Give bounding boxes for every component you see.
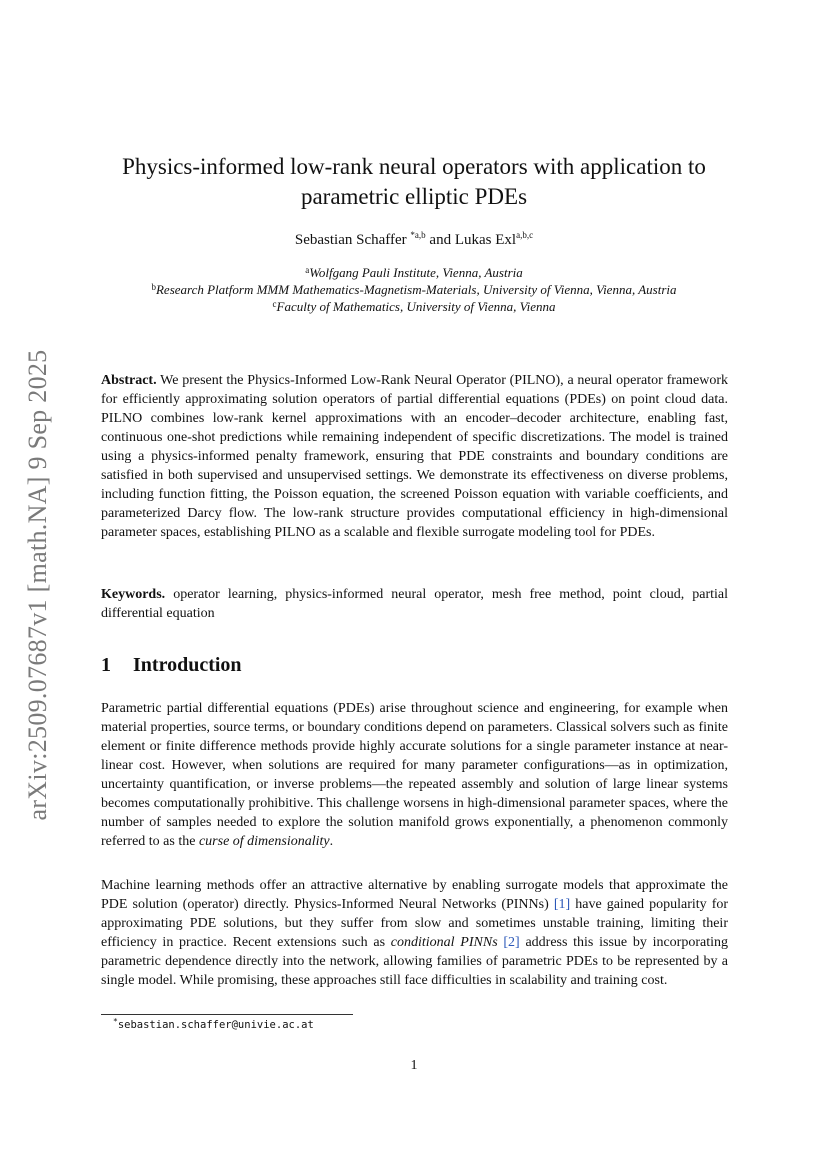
affiliation-c [90, 298, 738, 315]
emphasis-text: curse of dimensionality [198, 834, 330, 849]
intro-paragraph-2 [101, 876, 728, 990]
title-line-2: parametric elliptic PDEs [300, 184, 528, 209]
keywords-text: operator learning, physics-informed neural operator, mesh free method, point cloud, partial differential equation [101, 587, 728, 621]
affiliation-mark: c [272, 299, 277, 309]
section-heading [101, 654, 242, 677]
section-title: Introduction [133, 654, 242, 676]
affiliation-a [90, 264, 738, 281]
citation-link[interactable]: [2] [503, 935, 520, 950]
author-marks: a,b,c [516, 230, 534, 240]
paragraph-text: . [329, 834, 334, 849]
author-name: Sebastian Schaffer [294, 232, 407, 248]
author-name: Lukas Exl [454, 232, 517, 248]
footnote [113, 1019, 314, 1031]
paragraph-text: address this issue by incorporating parametric dependence directly into the network, allowing families of parametric PDEs to be represented by a single model. While promising, these approaches still face difficulties in scalability and training cost. [101, 935, 728, 988]
title-line-1: Physics-informed low-rank neural operators with application to [122, 154, 706, 179]
affiliation-text: Research Platform MMM Mathematics-Magnetism-Materials, University of Vienna, Vienna, Austria [155, 282, 677, 297]
affiliation-text: Faculty of Mathematics, University of Vienna, Vienna [276, 299, 556, 314]
footnote-mark: * [113, 1017, 118, 1026]
affiliation-text: Wolfgang Pauli Institute, Vienna, Austria [309, 265, 523, 280]
affiliation-mark: a [305, 265, 310, 275]
page-number: 1 [410, 1058, 418, 1073]
author-marks: *a,b [410, 230, 426, 240]
author-conjunction: and [429, 232, 452, 248]
intro-paragraph-1 [101, 699, 728, 851]
paper-title [90, 152, 738, 212]
affiliations [90, 264, 738, 315]
section-number: 1 [101, 654, 111, 676]
emphasis-text: conditional PINNs [390, 935, 498, 950]
keywords-label: Keywords. [101, 587, 166, 602]
affiliation-mark: b [151, 282, 156, 292]
arxiv-identifier: arXiv:2509.07687v1 [math.NA] 9 Sep 2025 [23, 349, 52, 821]
keywords [101, 585, 728, 623]
citation-link[interactable]: [1] [553, 897, 571, 912]
abstract-label: Abstract. [101, 373, 157, 388]
paragraph-text: have gained popularity for approximating PDE solutions, but they suffer from slow and sometimes unstable training, limiting their efficiency in practice. Recent extensions such as [101, 897, 729, 950]
author-list [90, 232, 738, 249]
affiliation-b [90, 281, 738, 298]
abstract-text: We present the Physics-Informed Low-Rank Neural Operator (PILNO), a neural operator framework for efficiently approximating solution operators of partial differential equations (PDEs) on point cloud data. PILNO combines low-rank kernel approximations with an encoder–decoder architecture, enabling fast, continuous one-shot predictions while remaining independent of specific discretizations. The model is trained using a physics-informed penalty framework, ensuring that PDE constraints and boundary conditions are satisfied in both supervised and unsupervised settings. We demonstrate its effectiveness on diverse problems, including function fitting, the Poisson equation, the screened Poisson equation with variable coefficients, and parameterized Darcy flow. The low-rank structure provides computational efficiency in high-dimensional parameter spaces, establishing PILNO as a scalable and flexible surrogate modeling tool for PDEs. [101, 373, 729, 540]
paragraph-text: Machine learning methods offer an attractive alternative by enabling surrogate models that approximate the PDE solution (operator) directly. Physics-Informed Neural Networks (PINNs) [101, 878, 728, 912]
abstract [101, 371, 728, 542]
footnote-rule [101, 1014, 353, 1015]
paragraph-text: Parametric partial differential equations (PDEs) arise throughout science and engineering, for example when material properties, source terms, or boundary conditions depend on parameters. Classical solvers such as finite element or finite difference methods provide highly accurate solutions for a single parameter instance at near-linear cost. However, when solutions are required for many parameter configurations—as in optimization, uncertainty quantification, or inverse problems—the repeated assembly and solution of large linear systems becomes computationally prohibitive. This challenge worsens in high-dimensional parameter spaces, where the number of samples needed to explore the solution manifold grows exponentially, a phenomenon commonly referred to as the [101, 701, 728, 849]
footnote-email: sebastian.schaffer@univie.ac.at [117, 1019, 314, 1031]
